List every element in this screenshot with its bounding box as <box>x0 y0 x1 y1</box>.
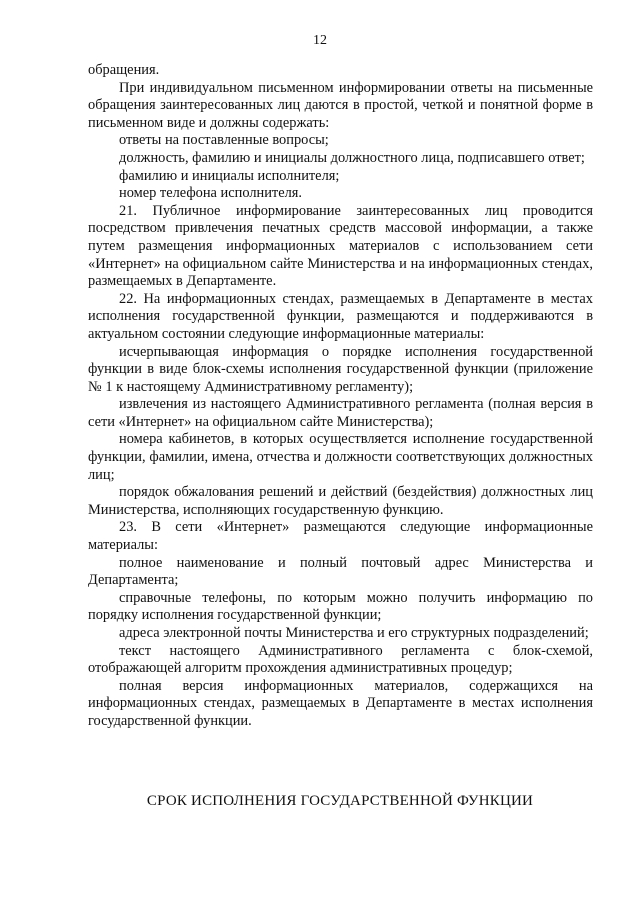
list-item: справочные телефоны, по которым можно получить информацию по порядку исполнения государственной функции; <box>88 589 593 624</box>
list-item: номер телефона исполнителя. <box>119 185 302 202</box>
list-item: ответы на поставленные вопросы; <box>119 132 329 149</box>
list-item: извлечения из настоящего Административного регламента (полная версия в сети «Интернет» на официальном сайте Министерства); <box>88 396 593 430</box>
list-item: должность, фамилию и инициалы должностного лица, подписавшего ответ; <box>119 149 585 166</box>
list-item: полное наименование и полный почтовый адрес Министерства и Департамента; <box>88 554 593 589</box>
list-item: текст настоящего Административного регламента с блок-схемой, отображающей алгоритм прохождения административных процедур; <box>88 642 593 677</box>
list-item: фамилию и инициалы исполнителя; <box>119 167 340 184</box>
document-body <box>88 62 593 731</box>
list-item: исчерпывающая информация о порядке исполнения государственной функции в виде блок-схемы исполнения государственной функции (приложение № 1 к настоящему Административному регламенту); <box>88 343 593 395</box>
paragraph: 21. Публичное информирование заинтересованных лиц проводится посредством привлечения печатных средств массовой информации, а также путем размещения информационных материалов с использованием сети «Интернет» на официальном сайте Министерства и на информационных стендах, размещаемых в Департаменте. <box>88 202 593 290</box>
section-heading: СРОК ИСПОЛНЕНИЯ ГОСУДАРСТВЕННОЙ ФУНКЦИИ <box>146 793 534 809</box>
paragraph: При индивидуальном письменном информировании ответы на письменные обращения заинтересованных лиц даются в простой, четкой и понятной форме в письменном виде и должны содержать: <box>88 79 593 131</box>
list-item: полная версия информационных материалов, содержащихся на информационных стендах, размещаемых в Департаменте в местах исполнения государственной функции. <box>88 677 593 729</box>
list-item: порядок обжалования решений и действий (бездействия) должностных лиц Министерства, исполняющих государственную функцию. <box>88 484 593 518</box>
paragraph: 22. На информационных стендах, размещаемых в Департаменте в местах исполнения государственной функции, размещаются и поддерживаются в актуальном состоянии следующие информационные материалы: <box>88 290 593 342</box>
page-number: 12 <box>313 33 327 48</box>
paragraph: 23. В сети «Интернет» размещаются следующие информационные материалы: <box>88 519 593 554</box>
paragraph: обращения. <box>88 62 160 78</box>
list-item: номера кабинетов, в которых осуществляется исполнение государственной функции, фамилии, имена, отчества и должности соответствующих должностных лиц; <box>88 431 593 483</box>
list-item: адреса электронной почты Министерства и его структурных подразделений; <box>119 625 589 641</box>
